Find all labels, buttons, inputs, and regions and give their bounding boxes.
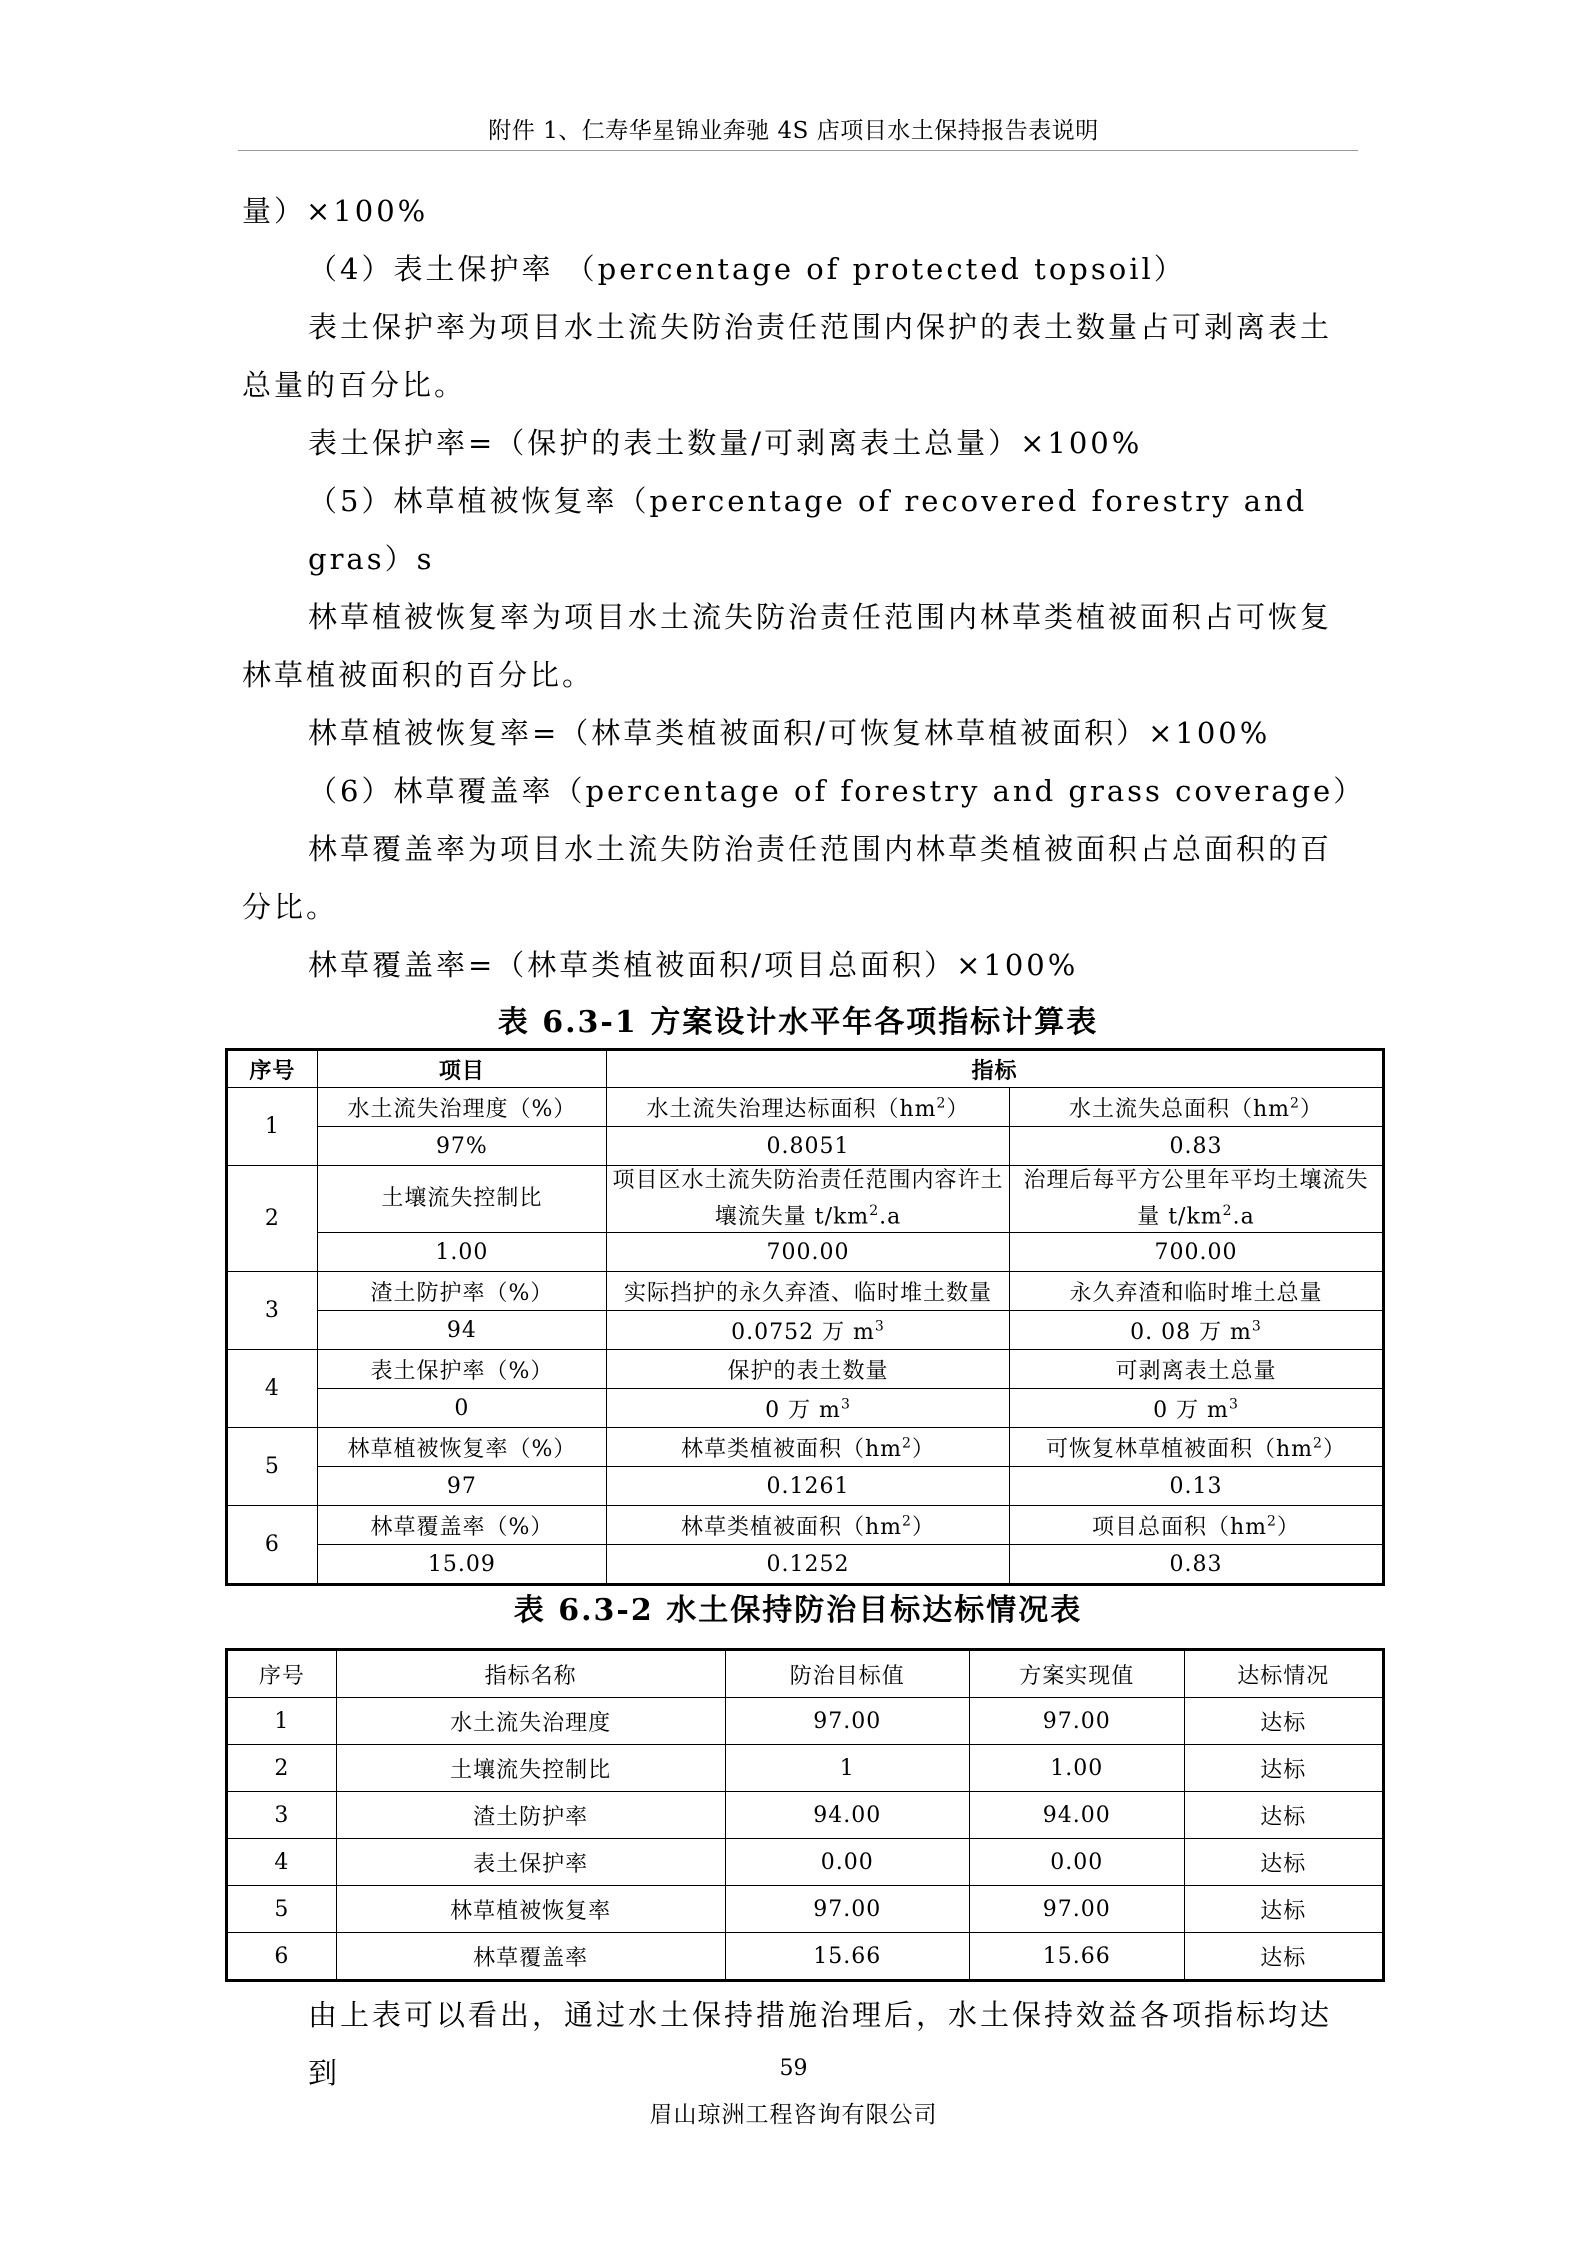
table-row bbox=[227, 1839, 1384, 1886]
formula: 表土保护率=（保护的表土数量/可剥离表土总量）×100% bbox=[308, 426, 1143, 460]
table-row bbox=[227, 1389, 1384, 1428]
table2-body bbox=[227, 1698, 1384, 1981]
header-no: 序号 bbox=[227, 1650, 337, 1698]
numerator-value: 0 万 $m^3$ bbox=[607, 1389, 1010, 1428]
paragraph: 林草植被恢复率为项目水土流失防治责任范围内林草类植被面积占可恢复 bbox=[308, 600, 1333, 634]
paragraph: 分比。 bbox=[242, 890, 339, 924]
indicator-name: 土壤流失控制比 bbox=[336, 1745, 725, 1792]
header-target-value: 防治目标值 bbox=[725, 1650, 969, 1698]
table-row bbox=[227, 1745, 1384, 1792]
item-name: 表土保护率（%） bbox=[317, 1350, 606, 1389]
paragraph: 表土保护率为项目水土流失防治责任范围内保护的表土数量占可剥离表土 bbox=[308, 310, 1333, 344]
target-value: 97.00 bbox=[725, 1886, 969, 1933]
achieved-value: 0.00 bbox=[969, 1839, 1184, 1886]
status: 达标 bbox=[1184, 1698, 1383, 1745]
row-number: 6 bbox=[227, 1933, 337, 1981]
paragraph: 林草植被面积的百分比。 bbox=[242, 658, 595, 692]
header-rule bbox=[238, 150, 1358, 151]
table-row bbox=[227, 1428, 1384, 1467]
indicator-name: 林草植被恢复率 bbox=[336, 1886, 725, 1933]
denominator-label: 可恢复林草植被面积$(hm^2)$ bbox=[1009, 1428, 1383, 1467]
table1-body bbox=[227, 1088, 1384, 1585]
table-row bbox=[227, 1545, 1384, 1585]
row-number: 4 bbox=[227, 1839, 337, 1886]
table2-title: 表 6.3-2 水土保持防治目标达标情况表 bbox=[513, 1593, 1083, 1629]
row-number: 1 bbox=[227, 1088, 318, 1166]
item-name: 土壤流失控制比 bbox=[317, 1166, 606, 1233]
numerator-value: 0.1261 bbox=[607, 1467, 1010, 1506]
row-number: 3 bbox=[227, 1272, 318, 1350]
denominator-label: 治理后每平方公里年平均土壤流失量 $t/km^2.a$ bbox=[1009, 1166, 1383, 1233]
row-number: 2 bbox=[227, 1745, 337, 1792]
header-no: 序号 bbox=[227, 1050, 318, 1088]
header-item: 项目 bbox=[317, 1050, 606, 1088]
numerator-value: 0.8051 bbox=[607, 1127, 1010, 1166]
numerator-value: 700.00 bbox=[607, 1233, 1010, 1272]
denominator-label: 水土流失总面积$(hm^2)$ bbox=[1009, 1088, 1383, 1127]
row-number: 5 bbox=[227, 1886, 337, 1933]
header-achieved-value: 方案实现值 bbox=[969, 1650, 1184, 1698]
table-header-row bbox=[227, 1650, 1384, 1698]
paragraph: 由上表可以看出，通过水土保持措施治理后，水土保持效益各项指标均达到 bbox=[308, 1998, 1333, 2091]
table-header-row bbox=[227, 1050, 1384, 1088]
row-number: 3 bbox=[227, 1792, 337, 1839]
item-name: 渣土防护率（%） bbox=[317, 1272, 606, 1311]
achieved-value: 97.00 bbox=[969, 1886, 1184, 1933]
denominator-value: 0. 08 万 $m^3$ bbox=[1009, 1311, 1383, 1350]
denominator-value: 0.13 bbox=[1009, 1467, 1383, 1506]
table-row bbox=[227, 1272, 1384, 1311]
indicator-value: 15.09 bbox=[317, 1545, 606, 1585]
header-indicator: 指标 bbox=[607, 1050, 1384, 1088]
indicator-value: 1.00 bbox=[317, 1233, 606, 1272]
header-status: 达标情况 bbox=[1184, 1650, 1383, 1698]
formula: 林草植被恢复率=（林草类植被面积/可恢复林草植被面积）×100% bbox=[308, 716, 1271, 750]
target-value: 1 bbox=[725, 1745, 969, 1792]
footer-company: 眉山琼洲工程咨询有限公司 bbox=[649, 2102, 938, 2128]
indicator-name: 渣土防护率 bbox=[336, 1792, 725, 1839]
indicator-value: 94 bbox=[317, 1311, 606, 1350]
formula: 林草覆盖率=（林草类植被面积/项目总面积）×100% bbox=[308, 948, 1079, 982]
table-row bbox=[227, 1350, 1384, 1389]
page-body bbox=[242, 182, 1369, 2102]
section-heading-topsoil: （4）表土保护率 （percentage of protected topsoil） bbox=[308, 252, 1186, 286]
numerator-value: 0.1252 bbox=[607, 1545, 1010, 1585]
target-value: 97.00 bbox=[725, 1698, 969, 1745]
achieved-value: 97.00 bbox=[969, 1698, 1184, 1745]
paragraph: 林草覆盖率为项目水土流失防治责任范围内林草类植被面积占总面积的百 bbox=[308, 832, 1333, 866]
denominator-value: 0.83 bbox=[1009, 1127, 1383, 1166]
header-indicator-name: 指标名称 bbox=[336, 1650, 725, 1698]
numerator-label: 水土流失治理达标面积$(hm^2)$ bbox=[607, 1088, 1010, 1127]
section-heading-coverage: （6）林草覆盖率（percentage of forestry and grass coverage） bbox=[308, 774, 1366, 808]
document-header: 附件 1、仁寿华星锦业奔驰 4S 店项目水土保持报告表说明 bbox=[488, 118, 1099, 144]
achieved-value: 1.00 bbox=[969, 1745, 1184, 1792]
denominator-value: 700.00 bbox=[1009, 1233, 1383, 1272]
table-row bbox=[227, 1792, 1384, 1839]
indicator-name: 林草覆盖率 bbox=[336, 1933, 725, 1981]
denominator-label: 可剥离表土总量 bbox=[1009, 1350, 1383, 1389]
numerator-label: 林草类植被面积$(hm^2)$ bbox=[607, 1506, 1010, 1545]
table1-title: 表 6.3-1 方案设计水平年各项指标计算表 bbox=[497, 1005, 1099, 1040]
numerator-label: 项目区水土流失防治责任范围内容许土壤流失量 $t/km^2.a$ bbox=[607, 1166, 1010, 1233]
table-row bbox=[227, 1467, 1384, 1506]
table-row bbox=[227, 1311, 1384, 1350]
row-number: 6 bbox=[227, 1506, 318, 1585]
numerator-label: 林草类植被面积$(hm^2)$ bbox=[607, 1428, 1010, 1467]
denominator-label: 永久弃渣和临时堆土总量 bbox=[1009, 1272, 1383, 1311]
target-compliance-table bbox=[225, 1648, 1385, 1982]
row-number: 2 bbox=[227, 1166, 318, 1272]
status: 达标 bbox=[1184, 1745, 1383, 1792]
numerator-value: 0.0752 万 $m^3$ bbox=[607, 1311, 1010, 1350]
status: 达标 bbox=[1184, 1839, 1383, 1886]
table-row bbox=[227, 1506, 1384, 1545]
denominator-label: 项目总面积$(hm^2)$ bbox=[1009, 1506, 1383, 1545]
achieved-value: 94.00 bbox=[969, 1792, 1184, 1839]
item-name: 林草覆盖率（%） bbox=[317, 1506, 606, 1545]
indicator-value: 0 bbox=[317, 1389, 606, 1428]
table-row bbox=[227, 1698, 1384, 1745]
table-row bbox=[227, 1233, 1384, 1272]
table-row bbox=[227, 1127, 1384, 1166]
table-row bbox=[227, 1886, 1384, 1933]
section-heading-vegetation-recovery: （5）林草植被恢复率（percentage of recovered forestry and gras）s bbox=[308, 484, 1308, 576]
table-row bbox=[227, 1166, 1384, 1233]
indicator-calculation-table bbox=[225, 1048, 1385, 1586]
denominator-value: 0 万 $m^3$ bbox=[1009, 1389, 1383, 1428]
table-row bbox=[227, 1933, 1384, 1981]
row-number: 5 bbox=[227, 1428, 318, 1506]
denominator-value: 0.83 bbox=[1009, 1545, 1383, 1585]
page-number: 59 bbox=[779, 2056, 808, 2081]
indicator-value: 97% bbox=[317, 1127, 606, 1166]
target-value: 0.00 bbox=[725, 1839, 969, 1886]
item-name: 林草植被恢复率（%） bbox=[317, 1428, 606, 1467]
status: 达标 bbox=[1184, 1792, 1383, 1839]
status: 达标 bbox=[1184, 1886, 1383, 1933]
target-value: 94.00 bbox=[725, 1792, 969, 1839]
status: 达标 bbox=[1184, 1933, 1383, 1981]
indicator-name: 水土流失治理度 bbox=[336, 1698, 725, 1745]
indicator-name: 表土保护率 bbox=[336, 1839, 725, 1886]
row-number: 1 bbox=[227, 1698, 337, 1745]
row-number: 4 bbox=[227, 1350, 318, 1428]
numerator-label: 实际挡护的永久弃渣、临时堆土数量 bbox=[607, 1272, 1010, 1311]
table-row bbox=[227, 1088, 1384, 1127]
paragraph: 量）×100% bbox=[242, 194, 429, 228]
paragraph: 总量的百分比。 bbox=[242, 368, 467, 402]
target-value: 15.66 bbox=[725, 1933, 969, 1981]
indicator-value: 97 bbox=[317, 1467, 606, 1506]
item-name: 水土流失治理度（%） bbox=[317, 1088, 606, 1127]
numerator-label: 保护的表土数量 bbox=[607, 1350, 1010, 1389]
achieved-value: 15.66 bbox=[969, 1933, 1184, 1981]
